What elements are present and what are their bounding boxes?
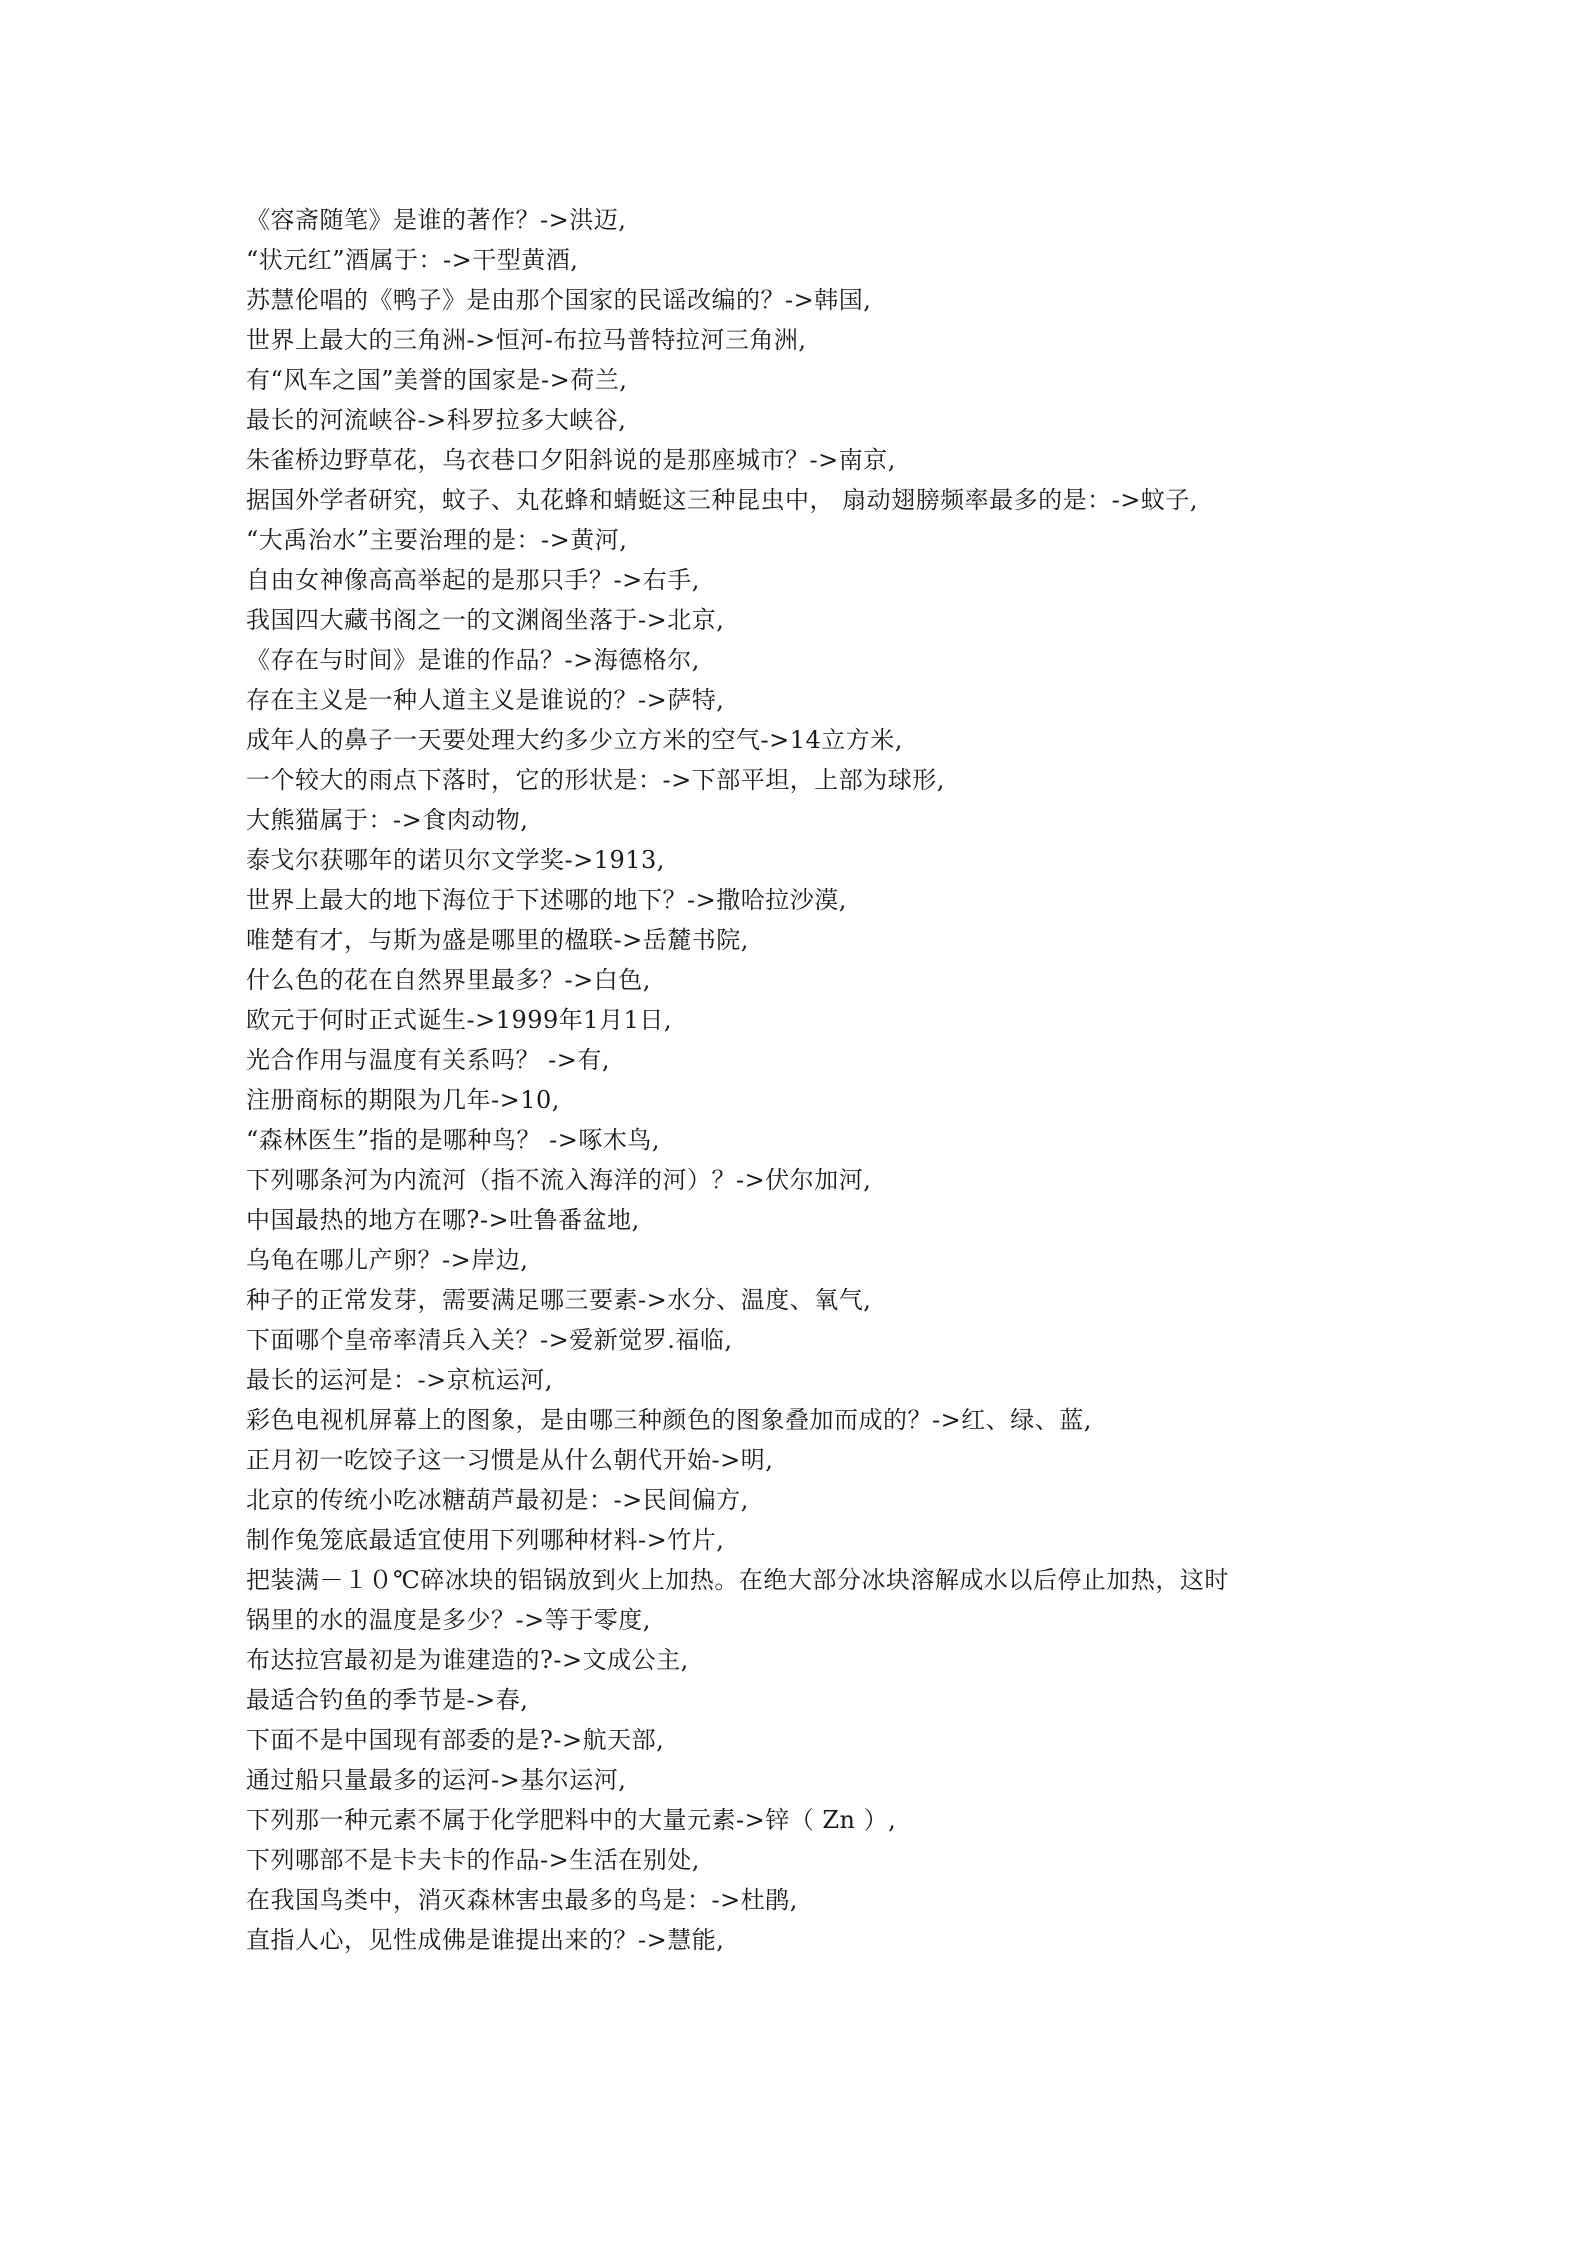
text-line: 中国最热的地方在哪?->吐鲁番盆地, [246, 1206, 640, 1234]
text-line: 世界上最大的地下海位于下述哪的地下？->撒哈拉沙漠, [246, 886, 847, 914]
text-line: 下列哪条河为内流河（指不流入海洋的河）？->伏尔加河, [246, 1166, 872, 1194]
text-line: 我国四大藏书阁之一的文渊阁坐落于->北京, [246, 606, 725, 634]
text-line: 自由女神像高高举起的是那只手？->右手, [246, 566, 700, 594]
text-line: 唯楚有才，与斯为盛是哪里的楹联->岳麓书院, [246, 926, 749, 954]
text-line: 大熊猫属于：->食肉动物, [246, 806, 529, 834]
text-line: 光合作用与温度有关系吗？ ->有, [246, 1046, 610, 1074]
text-line: 种子的正常发芽，需要满足哪三要素->水分、温度、氧气, [246, 1286, 872, 1314]
text-line: 什么色的花在自然界里最多？->白色, [246, 966, 651, 994]
text-line: 下列那一种元素不属于化学肥料中的大量元素->锌（ Zn ）, [246, 1806, 897, 1834]
text-line: 布达拉宫最初是为谁建造的?->文成公主, [246, 1646, 689, 1674]
text-line: 一个较大的雨点下落时，它的形状是：->下部平坦，上部为球形, [246, 766, 945, 794]
text-line: 锅里的水的温度是多少？->等于零度, [246, 1606, 651, 1634]
text-line: 彩色电视机屏幕上的图象，是由哪三种颜色的图象叠加而成的？->红、绿、蓝, [246, 1406, 1092, 1434]
text-line: 《容斋随笔》是谁的著作？->洪迈, [246, 206, 627, 234]
text-line: 正月初一吃饺子这一习惯是从什么朝代开始->明, [246, 1446, 774, 1474]
text-line: 苏慧伦唱的《鸭子》是由那个国家的民谣改编的？->韩国, [246, 286, 872, 314]
text-line: 直指人心，见性成佛是谁提出来的？->慧能, [246, 1926, 725, 1954]
text-line: 通过船只量最多的运河->基尔运河, [246, 1766, 627, 1794]
text-line: 成年人的鼻子一天要处理大约多少立方米的空气->14立方米, [246, 726, 903, 754]
text-line: 最长的运河是：->京杭运河, [246, 1366, 553, 1394]
text-line: “森林医生”指的是哪种鸟？ ->啄木鸟, [246, 1126, 661, 1154]
text-line: 据国外学者研究，蚊子、丸花蜂和蜻蜓这三种昆虫中， 扇动翅膀频率最多的是：->蚊子, [246, 486, 1198, 514]
text-line: 把装满－１０℃碎冰块的铝锅放到火上加热。在绝大部分冰块溶解成水以后停止加热，这时 [246, 1566, 1229, 1594]
text-line: 最适合钓鱼的季节是->春, [246, 1686, 529, 1714]
text-line: 乌龟在哪儿产卵？->岸边, [246, 1246, 529, 1274]
text-line: 北京的传统小吃冰糖葫芦最初是：->民间偏方, [246, 1486, 749, 1514]
text-line: 欧元于何时正式诞生->1999年1月1日, [246, 1006, 672, 1034]
text-line: “状元红”酒属于：->干型黄酒, [246, 246, 579, 274]
document-body [246, 200, 1446, 1960]
text-line: 在我国鸟类中，消灭森林害虫最多的鸟是：->杜鹃, [246, 1886, 798, 1914]
text-line: “大禹治水”主要治理的是：->黄河, [246, 526, 628, 554]
text-line: 存在主义是一种人道主义是谁说的？->萨特, [246, 686, 725, 714]
text-line: 泰戈尔获哪年的诺贝尔文学奖->1913, [246, 846, 665, 874]
text-line: 最长的河流峡谷->科罗拉多大峡谷, [246, 406, 627, 434]
text-line: 制作兔笼底最适宜使用下列哪种材料->竹片, [246, 1526, 725, 1554]
text-line: 下面哪个皇帝率清兵入关？->爱新觉罗.福临, [246, 1326, 733, 1354]
text-line: 朱雀桥边野草花，乌衣巷口夕阳斜说的是那座城市？->南京, [246, 446, 896, 474]
text-line: 有“风车之国”美誉的国家是->荷兰, [246, 366, 628, 394]
text-line: 《存在与时间》是谁的作品？->海德格尔, [246, 646, 700, 674]
text-line: 下面不是中国现有部委的是?->航天部, [246, 1726, 665, 1754]
text-line: 世界上最大的三角洲->恒河-布拉马普特拉河三角洲, [246, 326, 807, 354]
text-line: 注册商标的期限为几年->10, [246, 1086, 560, 1114]
text-line: 下列哪部不是卡夫卡的作品->生活在别处, [246, 1846, 700, 1874]
